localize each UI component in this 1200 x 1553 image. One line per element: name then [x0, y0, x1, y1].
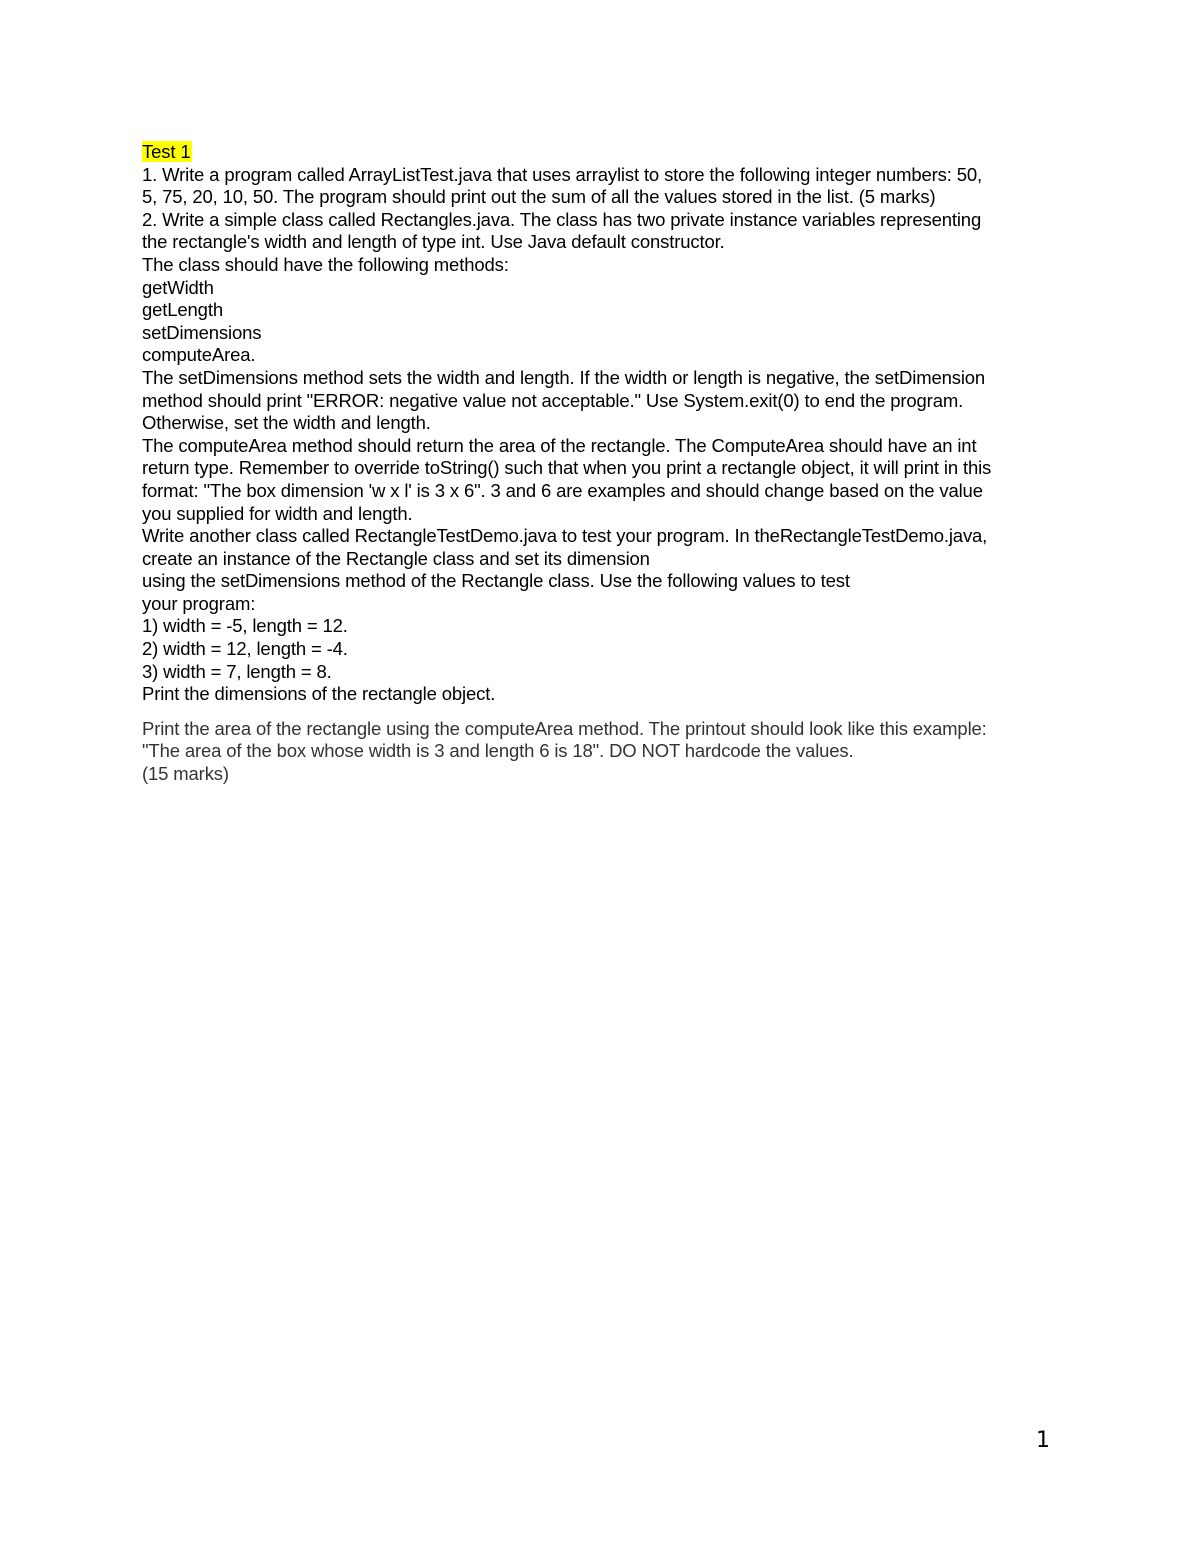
method-name: computeArea. [142, 344, 256, 366]
text-line: method should print "ERROR: negative value not acceptable." Use System.exit(0) to end the program. [142, 389, 964, 411]
final-line: "The area of the box whose width is 3 and length 6 is 18". DO NOT hardcode the values. [142, 740, 854, 762]
text-line: The computeArea method should return the area of the rectangle. The ComputeArea should have an int [142, 434, 977, 456]
text-line: create an instance of the Rectangle class and set its dimension [142, 547, 650, 569]
test-value-line: 3) width = 7, length = 8. [142, 660, 332, 682]
text-line: your program: [142, 592, 256, 614]
text-line: format: "The box dimension 'w x l' is 3 x 6". 3 and 6 are examples and should change based on the value [142, 479, 983, 501]
final-line: Print the area of the rectangle using the computeArea method. The printout should look like this example: [142, 717, 987, 739]
test-value-line: 2) width = 12, length = -4. [142, 638, 348, 660]
text-line: the rectangle's width and length of type int. Use Java default constructor. [142, 231, 725, 253]
text-line: Write another class called RectangleTestDemo.java to test your program. In theRectangleTestDemo.java, [142, 525, 988, 547]
text-line: return type. Remember to override toString() such that when you print a rectangle object, it will print in this [142, 457, 992, 479]
final-instruction-block [142, 718, 1072, 786]
final-line: (15 marks) [142, 763, 229, 785]
text-line: 1. Write a program called ArrayListTest.java that uses arraylist to store the following integer numbers: 50, [142, 163, 982, 185]
text-line: The class should have the following methods: [142, 253, 509, 275]
method-name: getWidth [142, 276, 214, 298]
method-name: setDimensions [142, 321, 262, 343]
method-name: getLength [142, 299, 223, 321]
text-line: The setDimensions method sets the width and length. If the width or length is negative, the setDimension [142, 366, 986, 388]
test-value-line: 1) width = -5, length = 12. [142, 615, 348, 637]
text-line: 5, 75, 20, 10, 50. The program should print out the sum of all the values stored in the list. (5 marks) [142, 186, 936, 208]
test-title: Test 1 [142, 141, 191, 162]
text-line: Otherwise, set the width and length. [142, 412, 431, 434]
text-line: Print the dimensions of the rectangle object. [142, 683, 496, 705]
test-title-line [142, 141, 1072, 164]
document-body [142, 141, 1072, 786]
page-number: 1 [1036, 1428, 1050, 1453]
text-line: using the setDimensions method of the Rectangle class. Use the following values to test [142, 570, 850, 592]
text-line: you supplied for width and length. [142, 502, 413, 524]
text-line: 2. Write a simple class called Rectangles.java. The class has two private instance variables representing [142, 208, 982, 230]
